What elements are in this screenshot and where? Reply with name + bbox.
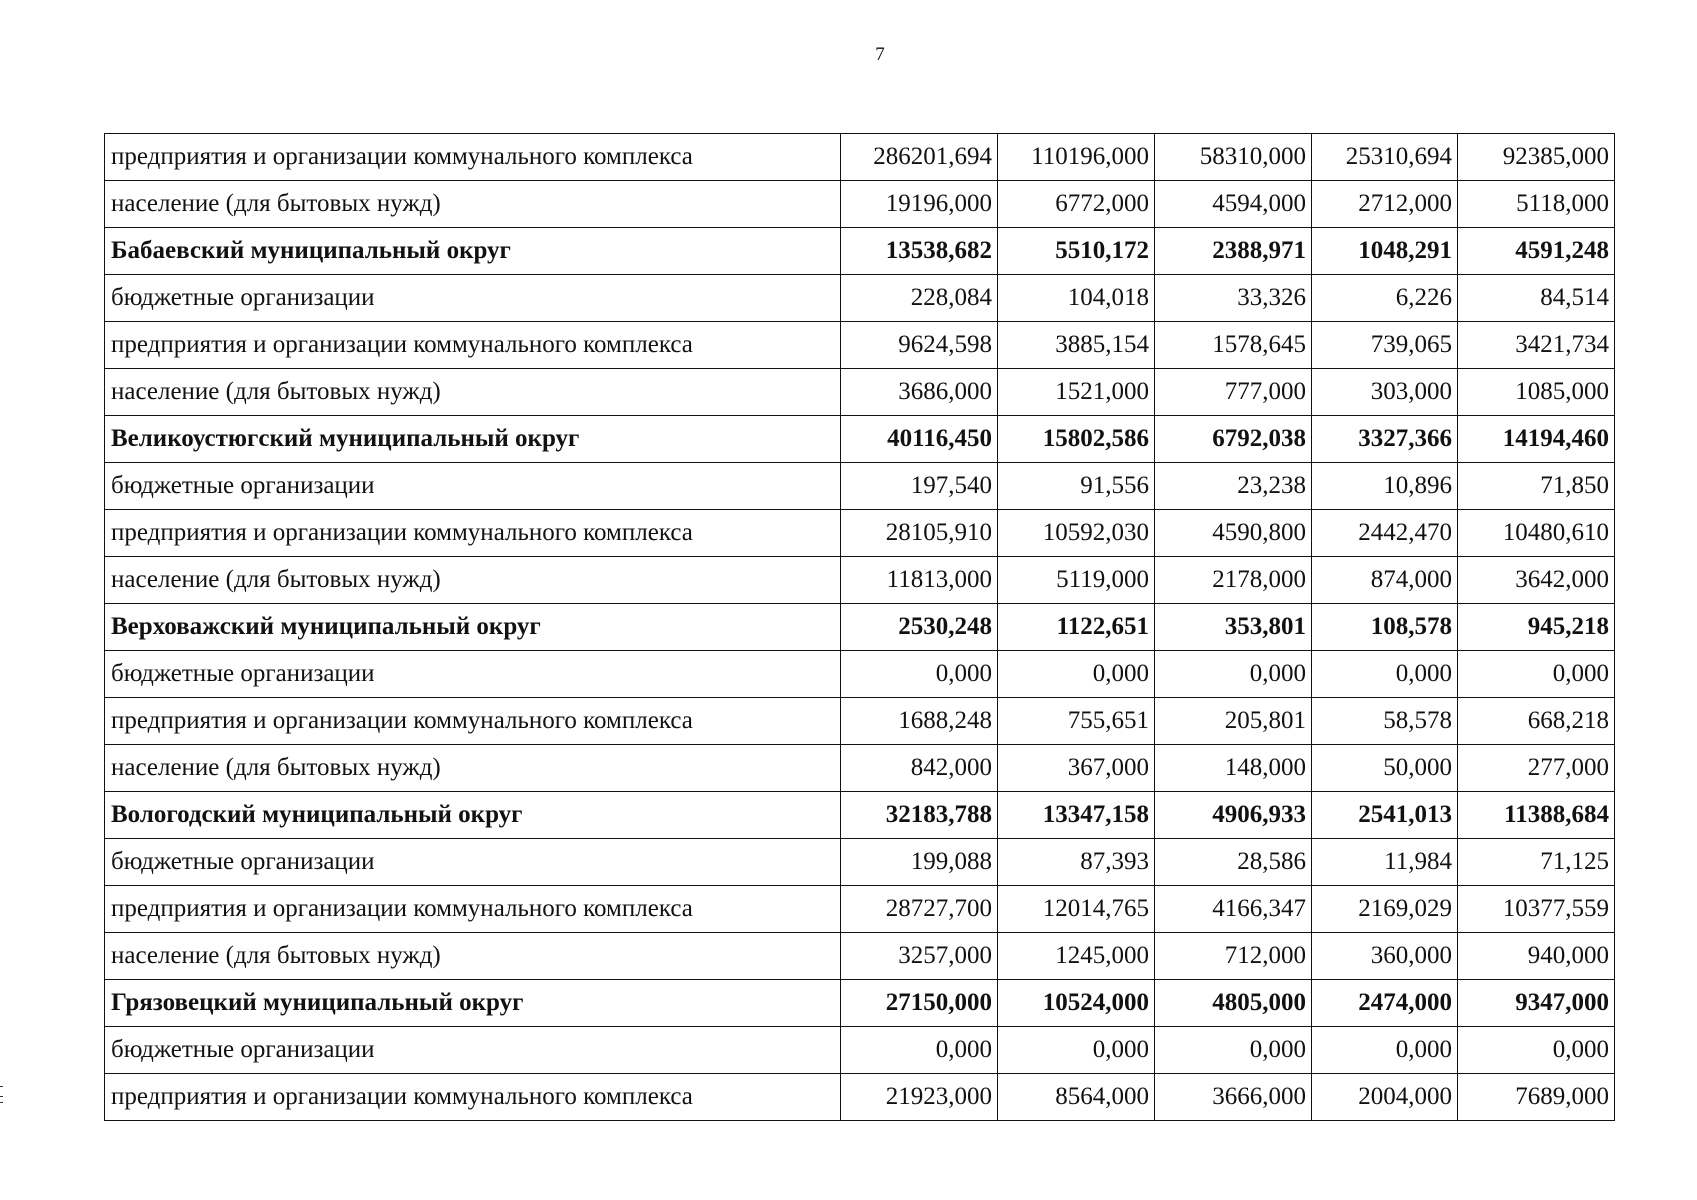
value-cell: 945,218 [1458, 604, 1615, 651]
value-cell: 33,326 [1155, 275, 1312, 322]
row-label: бюджетные организации [105, 1027, 841, 1074]
row-label: население (для бытовых нужд) [105, 933, 841, 980]
value-cell: 23,238 [1155, 463, 1312, 510]
value-cell: 2178,000 [1155, 557, 1312, 604]
value-cell: 277,000 [1458, 745, 1615, 792]
value-cell: 28105,910 [841, 510, 998, 557]
value-cell: 87,393 [998, 839, 1155, 886]
value-cell: 1048,291 [1312, 228, 1458, 275]
value-cell: 286201,694 [841, 134, 998, 181]
value-cell: 755,651 [998, 698, 1155, 745]
district-total-row [105, 228, 1615, 275]
value-cell: 4805,000 [1155, 980, 1312, 1027]
value-cell: 28727,700 [841, 886, 998, 933]
value-cell: 110196,000 [998, 134, 1155, 181]
value-cell: 92385,000 [1458, 134, 1615, 181]
value-cell: 2169,029 [1312, 886, 1458, 933]
value-cell: 11,984 [1312, 839, 1458, 886]
page-number: 7 [875, 44, 885, 65]
table-row [105, 1074, 1615, 1121]
data-table [104, 133, 1615, 1121]
value-cell: 0,000 [1155, 1027, 1312, 1074]
value-cell: 2004,000 [1312, 1074, 1458, 1121]
value-cell: 940,000 [1458, 933, 1615, 980]
value-cell: 5510,172 [998, 228, 1155, 275]
value-cell: 303,000 [1312, 369, 1458, 416]
value-cell: 4906,933 [1155, 792, 1312, 839]
table-row [105, 557, 1615, 604]
value-cell: 40116,450 [841, 416, 998, 463]
table-row [105, 886, 1615, 933]
value-cell: 10592,030 [998, 510, 1155, 557]
value-cell: 4591,248 [1458, 228, 1615, 275]
value-cell: 13347,158 [998, 792, 1155, 839]
value-cell: 3885,154 [998, 322, 1155, 369]
value-cell: 2530,248 [841, 604, 998, 651]
value-cell: 21923,000 [841, 1074, 998, 1121]
row-label: бюджетные организации [105, 651, 841, 698]
table-row [105, 698, 1615, 745]
table-row [105, 322, 1615, 369]
row-label: предприятия и организации коммунального комплекса [105, 698, 841, 745]
value-cell: 10377,559 [1458, 886, 1615, 933]
value-cell: 353,801 [1155, 604, 1312, 651]
value-cell: 13538,682 [841, 228, 998, 275]
value-cell: 2474,000 [1312, 980, 1458, 1027]
value-cell: 4166,347 [1155, 886, 1312, 933]
value-cell: 15802,586 [998, 416, 1155, 463]
value-cell: 5118,000 [1458, 181, 1615, 228]
row-label: Великоустюгский муниципальный округ [105, 416, 841, 463]
value-cell: 4590,800 [1155, 510, 1312, 557]
district-total-row [105, 416, 1615, 463]
value-cell: 10480,610 [1458, 510, 1615, 557]
value-cell: 3327,366 [1312, 416, 1458, 463]
margin-mark [0, 1102, 3, 1103]
value-cell: 148,000 [1155, 745, 1312, 792]
value-cell: 5119,000 [998, 557, 1155, 604]
value-cell: 228,084 [841, 275, 998, 322]
table-row [105, 839, 1615, 886]
row-label: население (для бытовых нужд) [105, 745, 841, 792]
value-cell: 3257,000 [841, 933, 998, 980]
value-cell: 1521,000 [998, 369, 1155, 416]
value-cell: 668,218 [1458, 698, 1615, 745]
row-label: предприятия и организации коммунального комплекса [105, 134, 841, 181]
row-label: Вологодский муниципальный округ [105, 792, 841, 839]
table-row [105, 1027, 1615, 1074]
table-row [105, 134, 1615, 181]
margin-mark [0, 1086, 3, 1087]
value-cell: 12014,765 [998, 886, 1155, 933]
value-cell: 19196,000 [841, 181, 998, 228]
table-row [105, 181, 1615, 228]
value-cell: 0,000 [998, 651, 1155, 698]
value-cell: 360,000 [1312, 933, 1458, 980]
value-cell: 104,018 [998, 275, 1155, 322]
value-cell: 1688,248 [841, 698, 998, 745]
table-row [105, 369, 1615, 416]
value-cell: 0,000 [1458, 651, 1615, 698]
value-cell: 2541,013 [1312, 792, 1458, 839]
district-total-row [105, 792, 1615, 839]
table-row [105, 510, 1615, 557]
row-label: бюджетные организации [105, 839, 841, 886]
value-cell: 0,000 [1312, 1027, 1458, 1074]
value-cell: 0,000 [841, 651, 998, 698]
table-body [105, 134, 1615, 1121]
value-cell: 6,226 [1312, 275, 1458, 322]
value-cell: 1245,000 [998, 933, 1155, 980]
value-cell: 71,850 [1458, 463, 1615, 510]
table-row [105, 745, 1615, 792]
value-cell: 4594,000 [1155, 181, 1312, 228]
value-cell: 25310,694 [1312, 134, 1458, 181]
value-cell: 32183,788 [841, 792, 998, 839]
table-row [105, 933, 1615, 980]
value-cell: 1578,645 [1155, 322, 1312, 369]
value-cell: 1085,000 [1458, 369, 1615, 416]
value-cell: 0,000 [1312, 651, 1458, 698]
value-cell: 6792,038 [1155, 416, 1312, 463]
value-cell: 739,065 [1312, 322, 1458, 369]
value-cell: 2388,971 [1155, 228, 1312, 275]
value-cell: 3642,000 [1458, 557, 1615, 604]
value-cell: 3421,734 [1458, 322, 1615, 369]
value-cell: 367,000 [998, 745, 1155, 792]
value-cell: 777,000 [1155, 369, 1312, 416]
value-cell: 91,556 [998, 463, 1155, 510]
value-cell: 58,578 [1312, 698, 1458, 745]
row-label: предприятия и организации коммунального комплекса [105, 510, 841, 557]
value-cell: 197,540 [841, 463, 998, 510]
value-cell: 0,000 [841, 1027, 998, 1074]
value-cell: 199,088 [841, 839, 998, 886]
value-cell: 2442,470 [1312, 510, 1458, 557]
value-cell: 84,514 [1458, 275, 1615, 322]
value-cell: 27150,000 [841, 980, 998, 1027]
row-label: Бабаевский муниципальный округ [105, 228, 841, 275]
table-row [105, 463, 1615, 510]
value-cell: 6772,000 [998, 181, 1155, 228]
row-label: предприятия и организации коммунального комплекса [105, 886, 841, 933]
value-cell: 50,000 [1312, 745, 1458, 792]
value-cell: 0,000 [1458, 1027, 1615, 1074]
table-row [105, 651, 1615, 698]
district-total-row [105, 980, 1615, 1027]
value-cell: 71,125 [1458, 839, 1615, 886]
row-label: предприятия и организации коммунального комплекса [105, 322, 841, 369]
value-cell: 712,000 [1155, 933, 1312, 980]
row-label: Верховажский муниципальный округ [105, 604, 841, 651]
value-cell: 28,586 [1155, 839, 1312, 886]
value-cell: 2712,000 [1312, 181, 1458, 228]
table-row [105, 275, 1615, 322]
row-label: Грязовецкий муниципальный округ [105, 980, 841, 1027]
row-label: население (для бытовых нужд) [105, 557, 841, 604]
value-cell: 0,000 [998, 1027, 1155, 1074]
row-label: население (для бытовых нужд) [105, 369, 841, 416]
value-cell: 1122,651 [998, 604, 1155, 651]
value-cell: 10524,000 [998, 980, 1155, 1027]
value-cell: 108,578 [1312, 604, 1458, 651]
value-cell: 205,801 [1155, 698, 1312, 745]
value-cell: 11388,684 [1458, 792, 1615, 839]
value-cell: 14194,460 [1458, 416, 1615, 463]
value-cell: 10,896 [1312, 463, 1458, 510]
value-cell: 3666,000 [1155, 1074, 1312, 1121]
value-cell: 11813,000 [841, 557, 998, 604]
value-cell: 9347,000 [1458, 980, 1615, 1027]
value-cell: 842,000 [841, 745, 998, 792]
row-label: бюджетные организации [105, 275, 841, 322]
value-cell: 58310,000 [1155, 134, 1312, 181]
value-cell: 7689,000 [1458, 1074, 1615, 1121]
row-label: предприятия и организации коммунального комплекса [105, 1074, 841, 1121]
district-total-row [105, 604, 1615, 651]
value-cell: 8564,000 [998, 1074, 1155, 1121]
row-label: население (для бытовых нужд) [105, 181, 841, 228]
row-label: бюджетные организации [105, 463, 841, 510]
value-cell: 9624,598 [841, 322, 998, 369]
value-cell: 0,000 [1155, 651, 1312, 698]
value-cell: 874,000 [1312, 557, 1458, 604]
margin-mark [0, 1096, 3, 1097]
value-cell: 3686,000 [841, 369, 998, 416]
